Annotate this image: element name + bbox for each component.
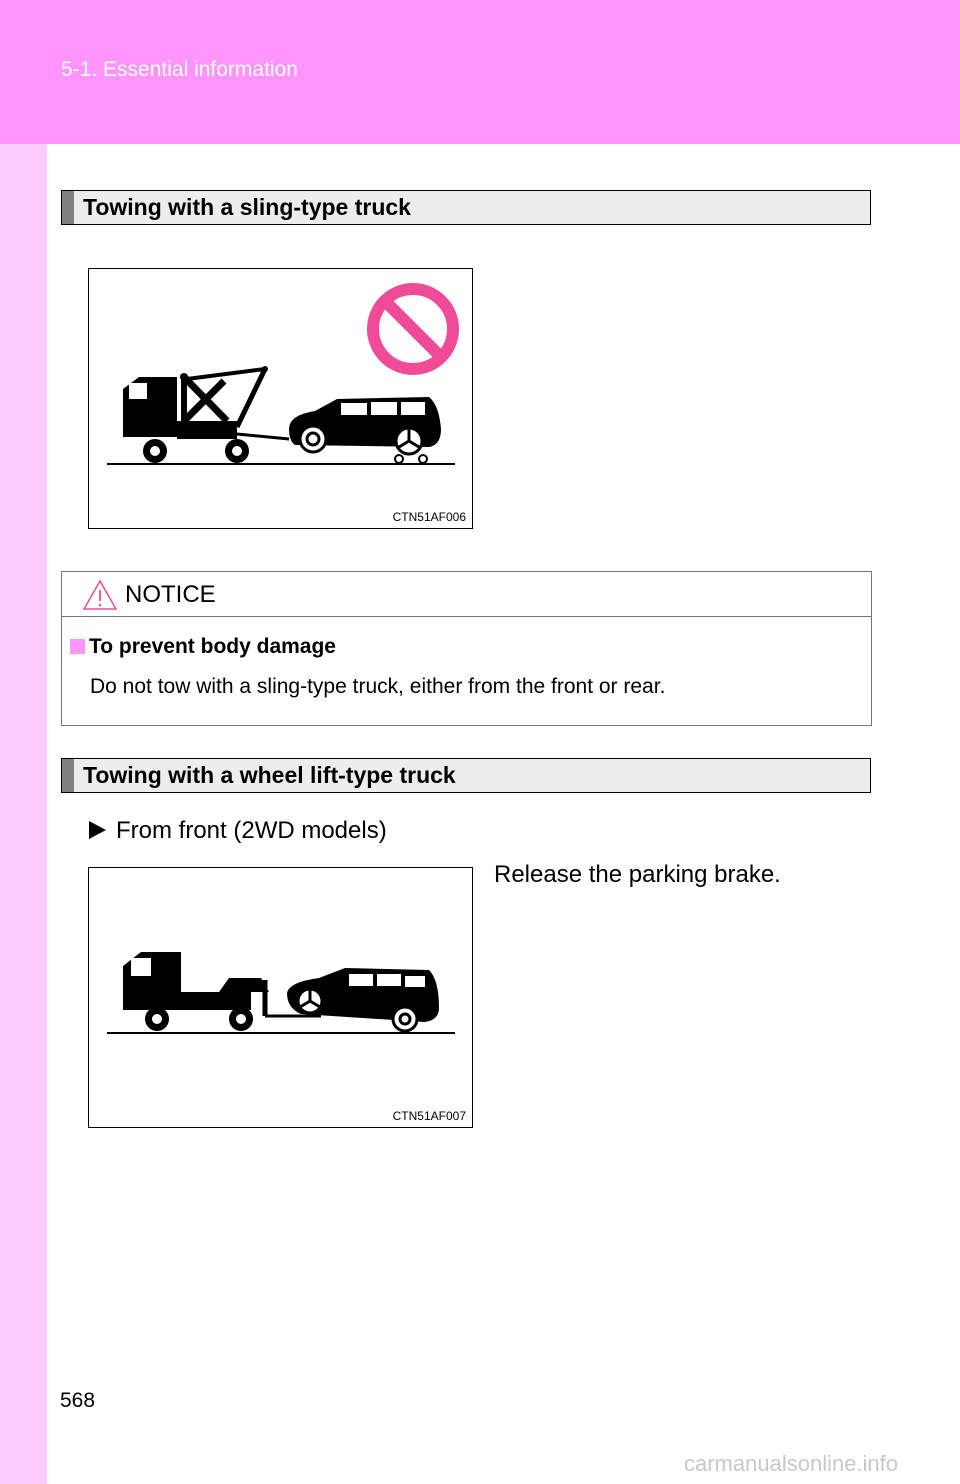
figure-code: CTN51AF007: [392, 1109, 466, 1123]
page-number: 568: [60, 1389, 96, 1412]
notice-title: NOTICE: [125, 581, 216, 608]
section-heading-sling-text: Towing with a sling-type truck: [83, 194, 411, 220]
notice-body: Do not tow with a sling-type truck, either from the front or rear.: [90, 675, 666, 698]
prohibition-icon: [373, 289, 453, 369]
play-arrow-icon: [89, 821, 106, 839]
section-heading-wheel-lift-text: Towing with a wheel lift-type truck: [83, 762, 456, 788]
instruction-text: Release the parking brake.: [494, 861, 781, 888]
notice-header: [62, 572, 871, 617]
subpoint-front-2wd: From front (2WD models): [89, 817, 387, 845]
sling-truck-illustration: [89, 269, 474, 530]
section-heading-sling: [61, 190, 871, 225]
figure-wheel-lift-truck: [88, 867, 473, 1128]
warning-triangle-icon: [82, 579, 118, 611]
notice-box: [61, 571, 872, 726]
figure-sling-truck: [88, 268, 473, 529]
wheel-lift-truck-illustration: [89, 868, 474, 1129]
figure-code: CTN51AF006: [392, 510, 466, 524]
section-heading-wheel-lift: [61, 758, 871, 793]
notice-subtitle: To prevent body damage: [70, 635, 336, 659]
pink-square-bullet-icon: [70, 639, 85, 654]
section-label: 5-1. Essential information: [61, 58, 298, 81]
watermark: carmanualsonline.info: [684, 1451, 899, 1476]
towed-car-icon: [287, 968, 439, 1031]
towed-car-icon: [289, 397, 441, 463]
tow-truck-icon: [123, 366, 289, 463]
left-margin-band: [0, 144, 47, 1484]
